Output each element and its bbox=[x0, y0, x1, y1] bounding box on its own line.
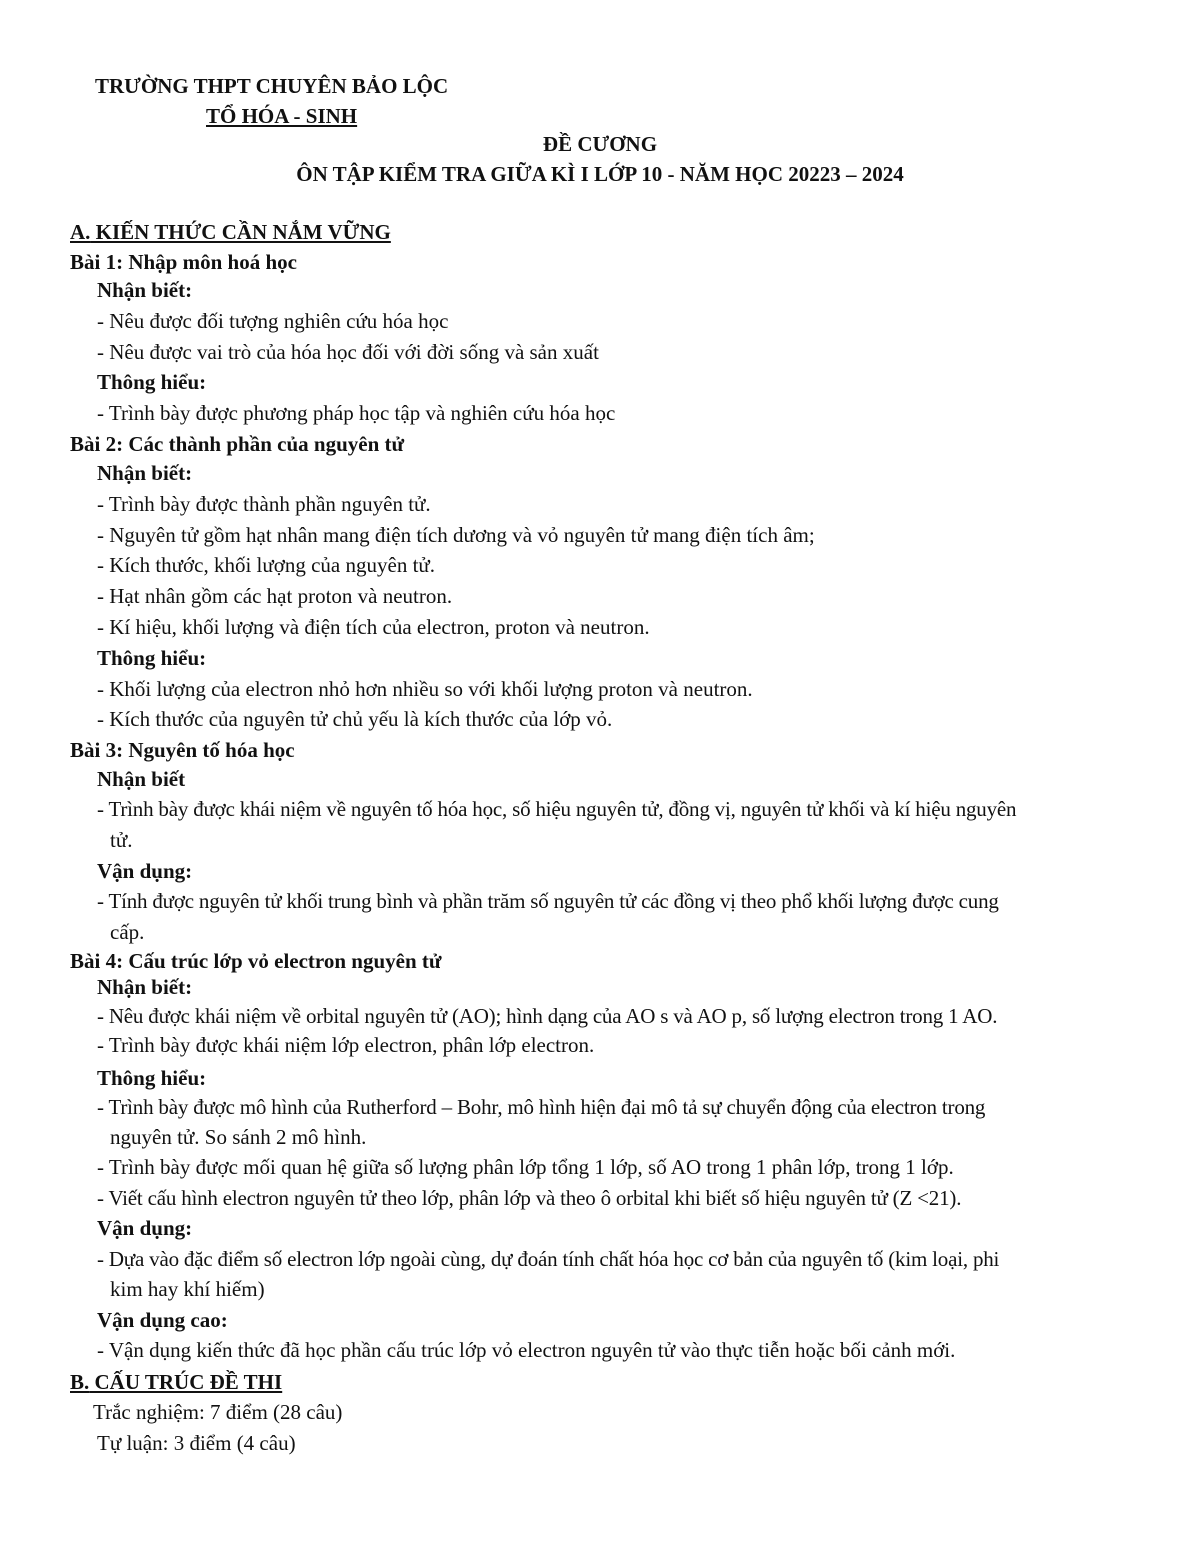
lesson-1-item: - Nêu được đối tượng nghiên cứu hóa học bbox=[97, 309, 449, 333]
lesson-4-level-recognize: Nhận biết: bbox=[97, 975, 193, 999]
department-name: TỔ HÓA - SINH bbox=[206, 104, 358, 128]
lesson-3-item: - Tính được nguyên tử khối trung bình và phần trăm số nguyên tử các đồng vị theo phổ khối lượng được cung bbox=[97, 889, 999, 913]
section-a-title: KIẾN THỨC CẦN NẮM VỮNG bbox=[90, 220, 391, 244]
section-a-letter: A. bbox=[70, 220, 91, 244]
lesson-4-level-understand: Thông hiểu: bbox=[97, 1066, 207, 1090]
lesson-2-level-recognize: Nhận biết: bbox=[97, 461, 193, 485]
lesson-2-item: - Nguyên tử gồm hạt nhân mang điện tích dương và vỏ nguyên tử mang điện tích âm; bbox=[97, 523, 815, 547]
lesson-2-item: - Kích thước, khối lượng của nguyên tử. bbox=[97, 553, 436, 577]
lesson-3-level-recognize: Nhận biết bbox=[97, 767, 186, 791]
document-subtitle: ÔN TẬP KIỂM TRA GIỮA KÌ I LỚP 10 - NĂM HỌC 20223 – 2024 bbox=[296, 162, 904, 186]
lesson-2-item: - Kích thước của nguyên tử chủ yếu là kích thước của lớp vỏ. bbox=[97, 707, 613, 731]
lesson-2-item: - Hạt nhân gồm các hạt proton và neutron. bbox=[97, 584, 453, 608]
lesson-3-item-continued: tử. bbox=[110, 828, 133, 852]
lesson-1-item: - Nêu được vai trò của hóa học đối với đời sống và sản xuất bbox=[97, 340, 599, 364]
lesson-2-item: - Kí hiệu, khối lượng và điện tích của electron, proton và neutron. bbox=[97, 615, 650, 639]
section-b-title: CẤU TRÚC ĐỀ THI bbox=[89, 1370, 283, 1394]
section-a-heading bbox=[70, 218, 391, 246]
lesson-4-item: - Trình bày được mô hình của Rutherford – Bohr, mô hình hiện đại mô tả sự chuyển động của electron trong bbox=[97, 1095, 986, 1119]
lesson-4-item: - Trình bày được khái niệm lớp electron, phân lớp electron. bbox=[97, 1033, 595, 1057]
document-title: ĐỀ CƯƠNG bbox=[542, 132, 658, 156]
lesson-1-level-recognize: Nhận biết: bbox=[97, 278, 193, 302]
exam-structure-line: Tự luận: 3 điểm (4 câu) bbox=[97, 1431, 296, 1455]
lesson-3-item-continued: cấp. bbox=[110, 920, 145, 944]
lesson-2-item: - Khối lượng của electron nhỏ hơn nhiều so với khối lượng proton và neutron. bbox=[97, 677, 753, 701]
lesson-3-level-apply: Vận dụng: bbox=[97, 859, 193, 883]
section-b-heading bbox=[70, 1368, 282, 1396]
lesson-4-item: - Trình bày được mối quan hệ giữa số lượng phân lớp tổng 1 lớp, số AO trong 1 phân lớp, trong 1 lớp. bbox=[97, 1155, 954, 1179]
lesson-4-item: - Vận dụng kiến thức đã học phần cấu trúc lớp vỏ electron nguyên tử vào thực tiễn hoặc bối cảnh mới. bbox=[97, 1338, 956, 1362]
lesson-3-item: - Trình bày được khái niệm về nguyên tố hóa học, số hiệu nguyên tử, đồng vị, nguyên tử khối và kí hiệu nguyên bbox=[97, 797, 1017, 821]
lesson-4-level-apply: Vận dụng: bbox=[97, 1216, 193, 1240]
lesson-1-item: - Trình bày được phương pháp học tập và nghiên cứu hóa học bbox=[97, 401, 616, 425]
school-name: TRƯỜNG THPT CHUYÊN BẢO LỘC bbox=[95, 74, 449, 98]
lesson-3-title: Bài 3: Nguyên tố hóa học bbox=[70, 738, 295, 762]
section-b-letter: B. bbox=[70, 1370, 90, 1394]
exam-structure-line: Trắc nghiệm: 7 điểm (28 câu) bbox=[93, 1400, 343, 1424]
lesson-4-item-continued: kim hay khí hiếm) bbox=[110, 1277, 265, 1301]
lesson-4-level-apply-high: Vận dụng cao: bbox=[97, 1308, 228, 1332]
lesson-2-level-understand: Thông hiểu: bbox=[97, 646, 207, 670]
lesson-4-item-continued: nguyên tử. So sánh 2 mô hình. bbox=[110, 1125, 367, 1149]
lesson-2-item: - Trình bày được thành phần nguyên tử. bbox=[97, 492, 431, 516]
lesson-4-item: - Nêu được khái niệm về orbital nguyên tử (AO); hình dạng của AO s và AO p, số lượng electron trong 1 AO. bbox=[97, 1004, 998, 1028]
lesson-4-item: - Dựa vào đặc điểm số electron lớp ngoài cùng, dự đoán tính chất hóa học cơ bản của nguyên tố (kim loại, phi bbox=[97, 1247, 1000, 1271]
lesson-4-title: Bài 4: Cấu trúc lớp vỏ electron nguyên tử bbox=[70, 949, 442, 973]
lesson-2-title: Bài 2: Các thành phần của nguyên tử bbox=[70, 432, 405, 456]
lesson-1-level-understand: Thông hiểu: bbox=[97, 370, 207, 394]
lesson-4-item: - Viết cấu hình electron nguyên tử theo lớp, phân lớp và theo ô orbital khi biết số hiệu nguyên tử (Z <21). bbox=[97, 1186, 962, 1210]
lesson-1-title: Bài 1: Nhập môn hoá học bbox=[70, 250, 297, 274]
